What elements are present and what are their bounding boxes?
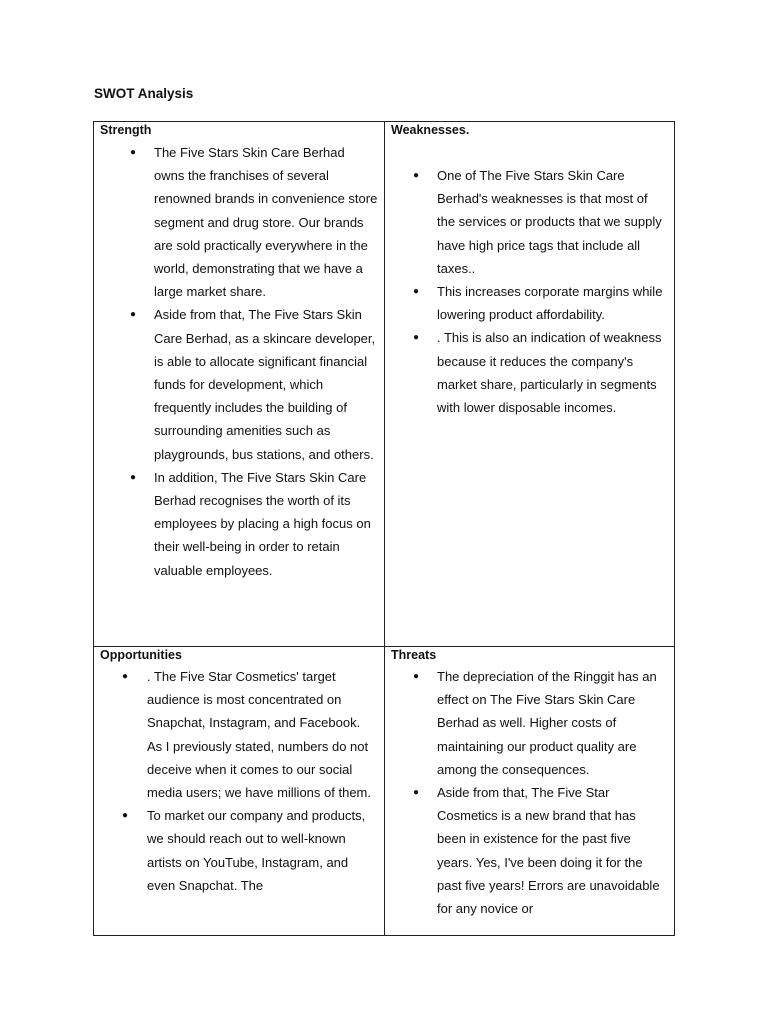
swot-table — [93, 121, 675, 936]
threats-list — [385, 665, 674, 920]
opportunities-list — [94, 665, 384, 897]
list-item — [385, 164, 674, 280]
threats-heading: Threats — [391, 648, 437, 662]
list-item-text: Aside from that, The Five Star Cosmetics is a new brand that has been in existence for the past five years. Yes, I've been doing it for the past five years! Errors are unavoidable for any novice or — [437, 785, 660, 917]
list-item-text: The depreciation of the Ringgit has an effect on The Five Stars Skin Care Berhad as well. Higher costs of maintaining our product quality are among the consequences. — [437, 669, 657, 777]
bullet-icon: ● — [122, 671, 129, 682]
strength-list — [94, 141, 384, 582]
list-item — [94, 804, 384, 897]
list-item-text: To market our company and products, we should reach out to well-known artists on YouTube, Instagram, and even Snapchat. The — [147, 808, 366, 893]
opportunities-cell — [94, 647, 384, 935]
list-item-text: One of The Five Stars Skin Care Berhad's weaknesses is that most of the services or products that we supply have high price tags that include all taxes.. — [437, 168, 662, 276]
list-item — [385, 665, 674, 781]
list-item — [94, 141, 384, 303]
strength-cell — [94, 122, 384, 646]
threats-cell — [385, 647, 674, 935]
list-item — [94, 466, 384, 582]
list-item — [385, 280, 674, 326]
list-item-text: The Five Stars Skin Care Berhad owns the franchises of several renowned brands in convenience store segment and drug store. Our brands are sold practically everywhere in the world, demonstrating that we have a large market share. — [154, 145, 378, 300]
bullet-icon: ● — [413, 671, 420, 682]
strength-heading: Strength — [100, 123, 152, 137]
weaknesses-cell — [385, 122, 674, 646]
bullet-icon: ● — [130, 309, 137, 321]
document-title: SWOT Analysis — [94, 86, 194, 101]
bullet-icon: ● — [413, 286, 420, 298]
weaknesses-heading: Weaknesses. — [391, 123, 470, 137]
list-item — [385, 326, 674, 419]
list-item-text: This increases corporate margins while lowering product affordability. — [437, 284, 663, 323]
bullet-icon: ● — [413, 332, 420, 344]
list-item — [94, 665, 384, 804]
list-item-text: Aside from that, The Five Stars Skin Care Berhad, as a skincare developer, is able to allocate significant financial funds for development, which frequently includes the building of surrounding amenities such as playgrounds, bus stations, and others. — [154, 307, 376, 462]
bullet-icon: ● — [122, 810, 129, 822]
bullet-icon: ● — [130, 471, 137, 483]
bullet-icon: ● — [413, 170, 420, 181]
weaknesses-list — [385, 164, 674, 419]
list-item-text: In addition, The Five Stars Skin Care Berhad recognises the worth of its employees by placing a high focus on their well-being in order to retain valuable employees. — [154, 469, 371, 578]
list-item — [94, 303, 384, 465]
list-item — [385, 781, 674, 920]
bullet-icon: ● — [413, 787, 420, 799]
list-item-text: . This is also an indication of weakness because it reduces the company's market share, particularly in segments with lower disposable incomes. — [437, 330, 662, 416]
opportunities-heading: Opportunities — [100, 648, 182, 662]
list-item-text: . The Five Star Cosmetics' target audience is most concentrated on Snapchat, Instagram, and Facebook. As I previously stated, numbers do not deceive when it comes to our social media users; we have millions of them. — [147, 669, 371, 801]
bullet-icon: ● — [130, 147, 137, 158]
